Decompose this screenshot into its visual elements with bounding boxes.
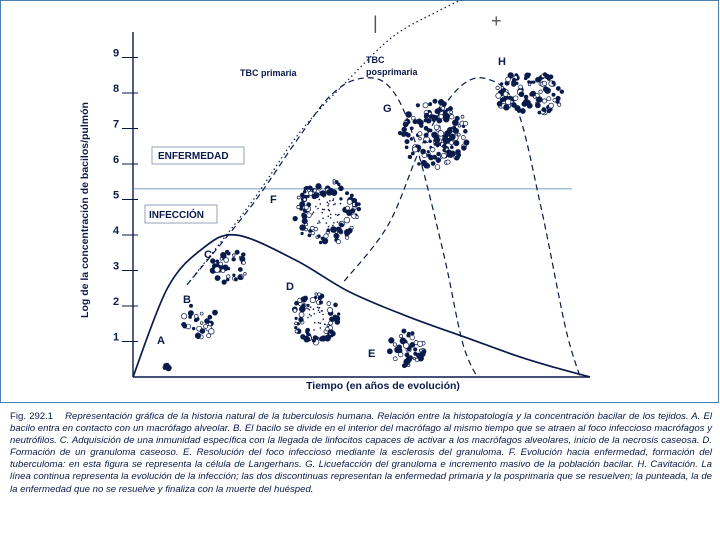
stage-letter-d: D [286, 281, 294, 293]
cell-d [292, 293, 340, 345]
y-tick-label-8: 8 [112, 83, 120, 95]
infection-curve [133, 235, 590, 377]
y-tick-label-7: 7 [112, 118, 120, 131]
y-ticks [113, 48, 138, 344]
y-tick-label-1: 1 [112, 331, 120, 344]
stage-letter-e: E [368, 348, 376, 360]
stage-letter-b: B [183, 294, 191, 306]
y-tick-label-5: 5 [112, 189, 120, 202]
infeccion-label: INFECCIÓN [149, 210, 204, 221]
tbc-posprimaria-label-1: TBC [366, 55, 385, 65]
y-tick-label-4: 4 [112, 225, 120, 237]
x-axis-title: Tiempo (en años de evolución) [306, 380, 460, 392]
cell-h [496, 73, 564, 115]
death-mark-1: | [373, 13, 378, 33]
caption-text: Representación gráfica de la historia natural de la tuberculosis humana. Relación entre la histopatología y la concentración bacilar de los tejidos. A. El bacilo entra en contacto con un macrófago alveolar. B. El bacilo se divide en el interior del macrófago al mismo tiempo que se atraen al foco infeccioso macrófagos y neutrófilos. C. Adquisición de una inmunidad específica con la llegada de linfocitos capaces de activar a los macrófagos alveolares, inicio de la necrosis caseosa. D. Formación de un granuloma caseoso. E. Resolución del foco infeccioso mediante la esclerosis del granuloma. F. Evolución hacia enfermedad, formación del tuberculoma: en esta figura se representa la célula de Langerhans. G. Licuefacción del granuloma e incremento masivo de la población bacilar. H. Cavitación. La línea continua representa la evolución de la infección; las dos discontinuas representan la enfermedad primaria y la posprimaria que se resuelven; la punteada, la de la enfermedad que no se resuelve y finaliza con la muerte del huésped. [10, 411, 712, 495]
stage-letter-c: C [204, 249, 212, 261]
stage-letter-h: H [498, 56, 506, 68]
cell-e [387, 329, 426, 368]
enfermedad-label: ENFERMEDAD [158, 151, 229, 162]
cell-c [210, 250, 246, 284]
death-mark-2: + [491, 11, 502, 31]
stage-letter-a: A [157, 335, 165, 347]
figure-number: Fig. 292.1 [10, 411, 54, 422]
stage-letter-g: G [383, 103, 392, 115]
cell-a [163, 363, 172, 371]
y-tick-label-9: 9 [112, 47, 120, 60]
tbc-primaria-label: TBC primaria [240, 68, 297, 78]
cell-g [398, 99, 469, 169]
cell-f [293, 180, 361, 244]
y-axis-title: Log de la concentración de bacilos/pulmón [79, 102, 91, 318]
y-tick-label-6: 6 [112, 154, 120, 166]
figure-caption [10, 411, 712, 496]
histology-drawings [163, 73, 564, 371]
tbc-posprimaria-label-2: posprimaria [366, 67, 418, 77]
stage-letter-f: F [270, 194, 277, 206]
y-tick-label-3: 3 [112, 260, 120, 273]
y-tick-label-2: 2 [112, 296, 120, 308]
cell-b [181, 304, 217, 339]
